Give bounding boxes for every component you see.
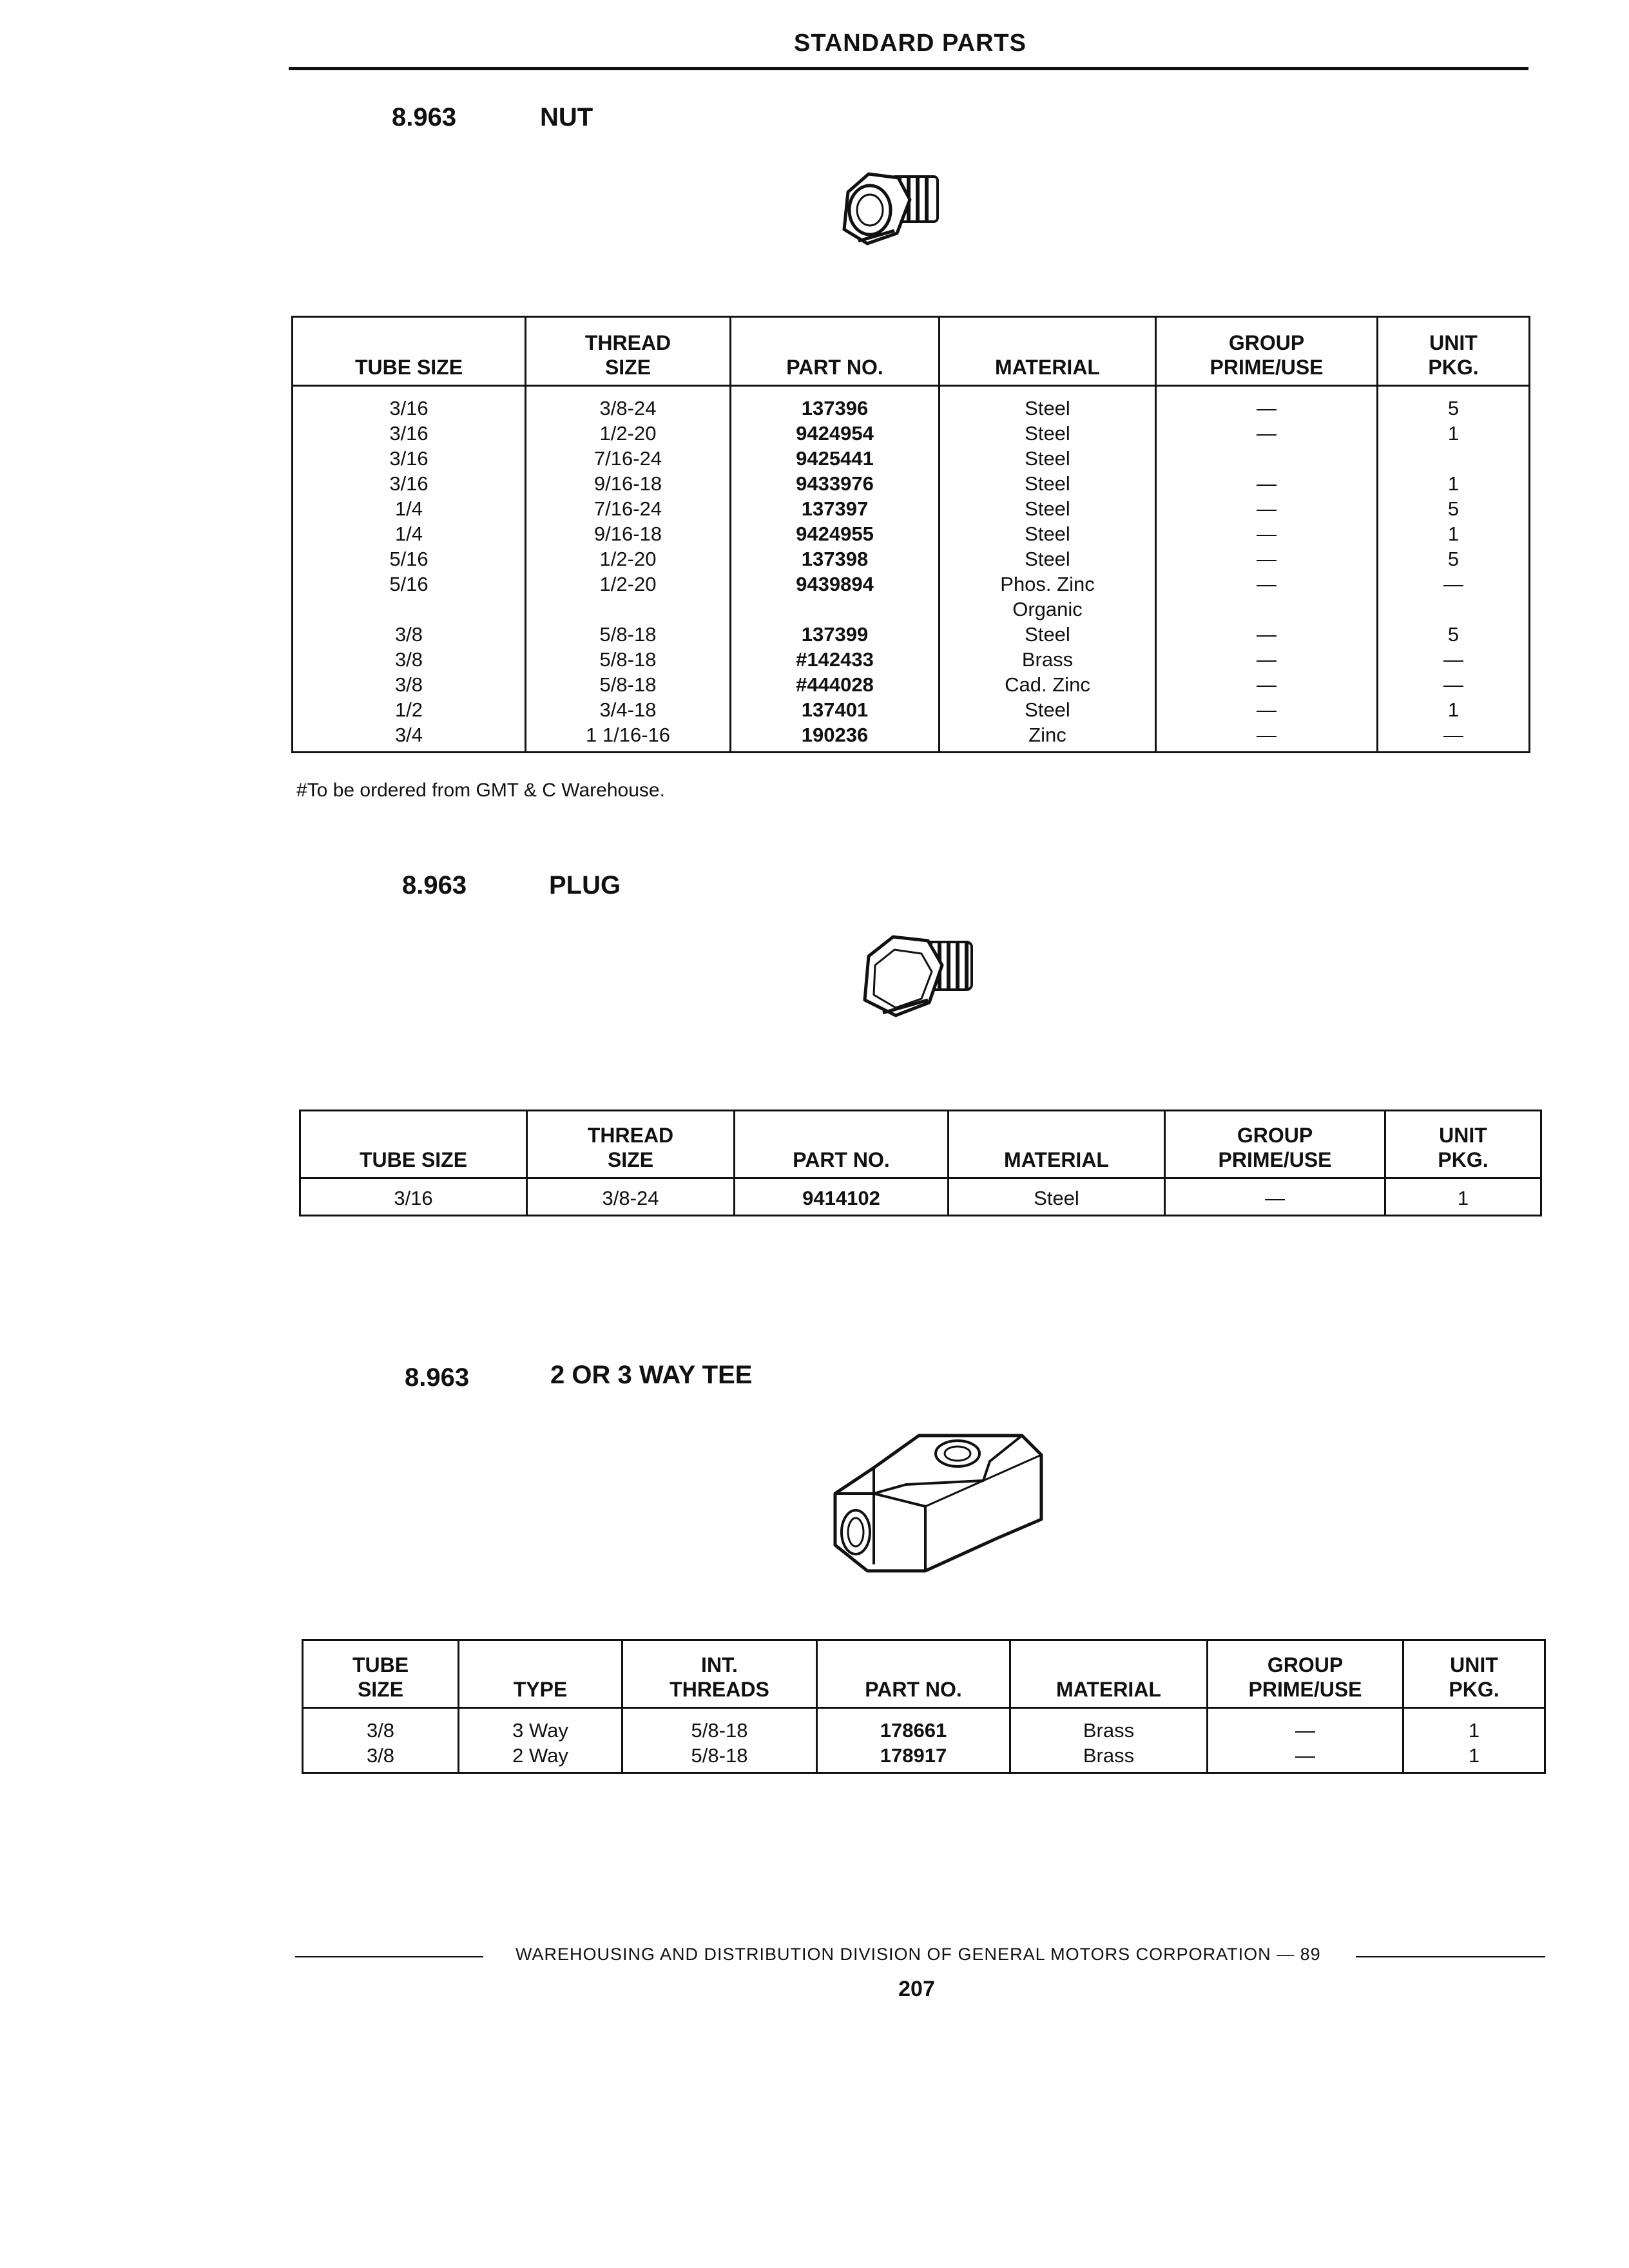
unit-pkg-cell: 1 [1403,1708,1545,1744]
material-cell: Brass [940,647,1156,672]
page-number: 207 [898,1977,935,2001]
part-number-cell: 178917 [817,1743,1010,1773]
tube-size-cell: 3/8 [303,1743,459,1773]
column-header: TUBE SIZE [303,1640,459,1708]
column-header: GROUP PRIME/USE [1165,1111,1385,1178]
column-header: GROUP PRIME/USE [1156,317,1378,386]
material-cell: Steel [940,697,1156,722]
thread-size-cell: 1/2-20 [526,421,731,446]
type-cell: 2 Way [459,1743,622,1773]
tube-size-cell: 3/8 [293,647,526,672]
plug-section-title: PLUG [549,871,621,899]
material-cell: Zinc [940,722,1156,753]
thread-size-cell: 9/16-18 [526,471,731,496]
column-header: UNIT PKG. [1385,1111,1541,1178]
thread-size-cell: 5/8-18 [526,672,731,697]
nut-illustration [830,162,959,265]
part-number-cell: 9439894 [731,572,940,622]
group-cell: — [1156,471,1378,496]
material-cell: Steel [940,446,1156,471]
tee-parts-table [302,1639,1546,1774]
material-cell: Steel [940,622,1156,647]
tube-size-cell: 3/8 [293,672,526,697]
material-cell: Steel [940,421,1156,446]
type-cell: 3 Way [459,1708,622,1744]
group-cell [1156,446,1378,471]
column-header: GROUP PRIME/USE [1208,1640,1403,1708]
material-cell: Brass [1010,1743,1208,1773]
material-cell: Steel [940,386,1156,421]
unit-pkg-cell: 1 [1378,471,1530,496]
table-row [293,672,1530,697]
group-cell: — [1156,622,1378,647]
thread-size-cell: 5/8-18 [526,622,731,647]
table-row [293,647,1530,672]
part-number-cell: 9433976 [731,471,940,496]
nut-parts-table [291,316,1530,753]
part-number-cell: 9424954 [731,421,940,446]
part-number-cell: 137396 [731,386,940,421]
column-header: PART NO. [817,1640,1010,1708]
column-header: MATERIAL [1010,1640,1208,1708]
plug-illustration [849,928,991,1037]
table-header-row [300,1111,1541,1178]
part-number-cell: 9424955 [731,521,940,546]
unit-pkg-cell: 5 [1378,386,1530,421]
group-cell: — [1156,572,1378,622]
unit-pkg-cell: 5 [1378,496,1530,521]
table-header-row [303,1640,1545,1708]
group-cell: — [1156,386,1378,421]
column-header: MATERIAL [949,1111,1165,1178]
page-header-title: STANDARD PARTS [794,30,1027,57]
column-header: INT. THREADS [622,1640,817,1708]
material-cell: Phos. Zinc Organic [940,572,1156,622]
group-cell: — [1208,1743,1403,1773]
column-header: PART NO. [735,1111,949,1178]
tee-section-title: 2 OR 3 WAY TEE [550,1361,753,1389]
group-cell: — [1156,697,1378,722]
thread-size-cell: 3/4-18 [526,697,731,722]
unit-pkg-cell: 1 [1378,421,1530,446]
footer-rule-left [295,1956,483,1957]
unit-pkg-cell: 5 [1378,546,1530,572]
tube-size-cell: 1/2 [293,697,526,722]
thread-size-cell: 7/16-24 [526,446,731,471]
thread-size-cell: 3/8-24 [527,1178,735,1216]
table-row [293,446,1530,471]
column-header: TYPE [459,1640,622,1708]
group-cell: — [1156,647,1378,672]
thread-size-cell: 3/8-24 [526,386,731,421]
table-row [293,572,1530,622]
table-row [293,471,1530,496]
part-number-cell: 190236 [731,722,940,753]
material-cell: Steel [940,546,1156,572]
footer-rule-right [1356,1956,1545,1957]
table-row [303,1743,1545,1773]
group-cell: — [1165,1178,1385,1216]
tube-size-cell: 5/16 [293,546,526,572]
unit-pkg-cell: 1 [1378,521,1530,546]
table-row [300,1178,1541,1216]
column-header: PART NO. [731,317,940,386]
part-number-cell: 137397 [731,496,940,521]
group-cell: — [1156,672,1378,697]
part-number-cell: 9425441 [731,446,940,471]
group-cell: — [1156,521,1378,546]
tee-section-number: 8.963 [405,1363,470,1392]
part-number-cell: 9414102 [735,1178,949,1216]
part-number-cell: #142433 [731,647,940,672]
nut-section-title: NUT [540,103,593,131]
table-row [293,622,1530,647]
tube-size-cell: 3/16 [293,421,526,446]
thread-size-cell: 1 1/16-16 [526,722,731,753]
nut-section-number: 8.963 [392,103,457,131]
table-row [293,722,1530,753]
unit-pkg-cell [1378,446,1530,471]
column-header: UNIT PKG. [1378,317,1530,386]
tube-size-cell: 3/16 [293,446,526,471]
column-header: MATERIAL [940,317,1156,386]
group-cell: — [1156,496,1378,521]
table-row [293,697,1530,722]
table-header-row [293,317,1530,386]
unit-pkg-cell: — [1378,722,1530,753]
group-cell: — [1156,421,1378,446]
material-cell: Steel [940,471,1156,496]
material-cell: Steel [940,521,1156,546]
tube-size-cell: 3/8 [293,622,526,647]
table-row [293,496,1530,521]
column-header: TUBE SIZE [300,1111,527,1178]
tube-size-cell: 3/16 [293,386,526,421]
thread-size-cell: 1/2-20 [526,546,731,572]
group-cell: — [1156,722,1378,753]
unit-pkg-cell: — [1378,572,1530,622]
group-cell: — [1208,1708,1403,1744]
tube-size-cell: 1/4 [293,496,526,521]
column-header: THREAD SIZE [526,317,731,386]
int-threads-cell: 5/8-18 [622,1743,817,1773]
part-number-cell: #444028 [731,672,940,697]
column-header: UNIT PKG. [1403,1640,1545,1708]
table-row [293,421,1530,446]
part-number-cell: 137401 [731,697,940,722]
material-cell: Brass [1010,1708,1208,1744]
footer-division-text: WAREHOUSING AND DISTRIBUTION DIVISION OF GENERAL MOTORS CORPORATION — 89 [516,1945,1321,1964]
tube-size-cell: 5/16 [293,572,526,622]
header-rule [289,67,1528,70]
part-number-cell: 137398 [731,546,940,572]
tee-illustration [829,1423,1048,1577]
tube-size-cell: 3/16 [293,471,526,496]
unit-pkg-cell: 5 [1378,622,1530,647]
material-cell: Cad. Zinc [940,672,1156,697]
thread-size-cell: 9/16-18 [526,521,731,546]
group-cell: — [1156,546,1378,572]
plug-section-number: 8.963 [402,871,467,899]
tube-size-cell: 1/4 [293,521,526,546]
table-row [293,521,1530,546]
unit-pkg-cell: 1 [1403,1743,1545,1773]
thread-size-cell: 7/16-24 [526,496,731,521]
warehouse-footnote: #To be ordered from GMT & C Warehouse. [296,780,665,801]
tube-size-cell: 3/4 [293,722,526,753]
thread-size-cell: 1/2-20 [526,572,731,622]
material-cell: Steel [940,496,1156,521]
tube-size-cell: 3/16 [300,1178,527,1216]
tube-size-cell: 3/8 [303,1708,459,1744]
thread-size-cell: 5/8-18 [526,647,731,672]
int-threads-cell: 5/8-18 [622,1708,817,1744]
unit-pkg-cell: — [1378,672,1530,697]
plug-parts-table [299,1110,1542,1216]
material-cell: Steel [949,1178,1165,1216]
part-number-cell: 137399 [731,622,940,647]
table-row [303,1708,1545,1744]
unit-pkg-cell: 1 [1378,697,1530,722]
unit-pkg-cell: — [1378,647,1530,672]
part-number-cell: 178661 [817,1708,1010,1744]
column-header: TUBE SIZE [293,317,526,386]
table-row [293,386,1530,421]
table-row [293,546,1530,572]
column-header: THREAD SIZE [527,1111,735,1178]
unit-pkg-cell: 1 [1385,1178,1541,1216]
